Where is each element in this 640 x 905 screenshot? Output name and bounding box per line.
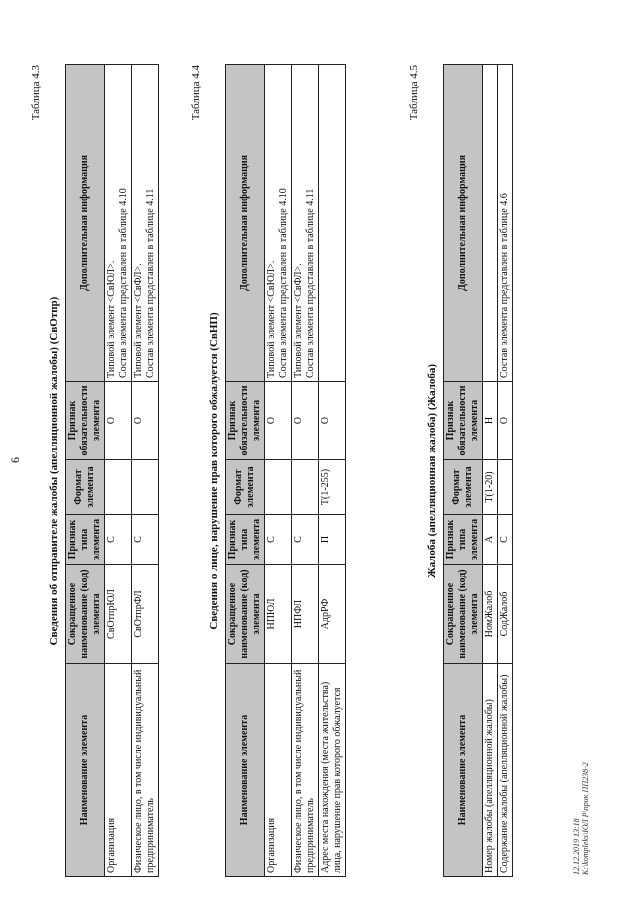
cell-format: T(1-20) <box>483 460 498 515</box>
table-row <box>483 65 498 877</box>
table-row <box>292 65 319 877</box>
table-row <box>105 65 132 877</box>
table-caption: Сведения о лице, нарушение прав которого обжалуется (СвНП) <box>208 312 220 630</box>
info-line: Типовой элемент <СвФЛ>. <box>293 263 304 378</box>
cell-code: СодЖалоб <box>498 565 513 664</box>
footer-path: K:\kompleks\ЮЛ Р\прик ПП238-2 <box>581 762 590 875</box>
cell-name: Адрес места нахождения (места жительства) лица, нарушение прав которого обжалуется <box>319 664 346 877</box>
column-header: Признак обязательности элемента <box>226 382 265 460</box>
cell-format <box>105 460 132 515</box>
cell-req: О <box>498 382 513 460</box>
cell-name: Содержание жалобы (апелляционной жалобы) <box>498 664 513 877</box>
column-header: Сокращенное наименование (код) элемента <box>226 565 265 664</box>
cell-type: П <box>319 515 346 565</box>
info-line: Типовой элемент <СвЮЛ>. <box>106 260 117 378</box>
column-header: Наименование элемента <box>66 664 105 877</box>
cell-type: С <box>105 515 132 565</box>
column-header: Признак обязательности элемента <box>66 382 105 460</box>
table-row <box>265 65 292 877</box>
cell-code: АдрРФ <box>319 565 346 664</box>
cell-type: С <box>498 515 513 565</box>
data-table <box>65 64 159 877</box>
cell-format: T(1-255) <box>319 460 346 515</box>
cell-format <box>292 460 319 515</box>
column-header: Формат элемента <box>226 460 265 515</box>
column-header: Сокращенное наименование (код) элемента <box>66 565 105 664</box>
cell-code: НомЖалоб <box>483 565 498 664</box>
info-line: Состав элемента представлен в таблице 4.10 <box>278 188 289 378</box>
column-header: Признак обязательности элемента <box>444 382 483 460</box>
table-header-row <box>444 65 483 877</box>
cell-info <box>265 65 292 382</box>
cell-code: НПЮЛ <box>265 565 292 664</box>
cell-req: Н <box>483 382 498 460</box>
column-header: Признак типа элемента <box>444 515 483 565</box>
data-table <box>443 64 513 877</box>
file-footer <box>572 762 590 875</box>
cell-type: С <box>292 515 319 565</box>
cell-req: О <box>105 382 132 460</box>
cell-info <box>132 65 159 382</box>
cell-name: Организация <box>265 664 292 877</box>
info-line: Типовой элемент <СвФЛ>. <box>133 263 144 378</box>
cell-code: СвОтпрФЛ <box>132 565 159 664</box>
footer-timestamp: 12.12.2019 13:18 <box>572 818 581 875</box>
cell-req: О <box>319 382 346 460</box>
table-row <box>319 65 346 877</box>
cell-info <box>105 65 132 382</box>
cell-type: А <box>483 515 498 565</box>
table-row <box>498 65 513 877</box>
column-header: Формат элемента <box>444 460 483 515</box>
table-row <box>132 65 159 877</box>
cell-format <box>132 460 159 515</box>
info-line: Состав элемента представлен в таблице 4.6 <box>499 193 510 378</box>
table-label: Таблица 4.4 <box>190 65 202 121</box>
cell-name: Физическое лицо, в том числе индивидуальный предприниматель <box>132 664 159 877</box>
column-header: Дополнительная информация <box>66 65 105 382</box>
cell-info <box>483 65 498 382</box>
cell-code: НПФЛ <box>292 565 319 664</box>
info-line: Состав элемента представлен в таблице 4.10 <box>118 188 129 378</box>
table-label: Таблица 4.3 <box>30 65 42 121</box>
cell-info <box>292 65 319 382</box>
table-header-row <box>226 65 265 877</box>
page-number: 6 <box>8 457 22 463</box>
column-header: Признак типа элемента <box>66 515 105 565</box>
cell-name: Физическое лицо, в том числе индивидуальный предприниматель <box>292 664 319 877</box>
cell-info <box>498 65 513 382</box>
cell-name: Номер жалобы (апелляционной жалобы) <box>483 664 498 877</box>
column-header: Формат элемента <box>66 460 105 515</box>
column-header: Наименование элемента <box>444 664 483 877</box>
table-header-row <box>66 65 105 877</box>
table-caption: Сведения об отправителе жалобы (апелляционной жалобы) (СвОтпр) <box>48 296 60 646</box>
column-header: Дополнительная информация <box>226 65 265 382</box>
cell-req: О <box>265 382 292 460</box>
column-header: Сокращенное наименование (код) элемента <box>444 565 483 664</box>
cell-code: СвОтпрЮЛ <box>105 565 132 664</box>
column-header: Признак типа элемента <box>226 515 265 565</box>
info-line: Типовой элемент <СвЮЛ>. <box>266 260 277 378</box>
cell-req: О <box>292 382 319 460</box>
info-line: Состав элемента представлен в таблице 4.11 <box>305 188 316 378</box>
data-table <box>225 64 346 877</box>
table-label: Таблица 4.5 <box>408 65 420 121</box>
cell-format <box>498 460 513 515</box>
cell-type: С <box>132 515 159 565</box>
cell-format <box>265 460 292 515</box>
column-header: Наименование элемента <box>226 664 265 877</box>
cell-name: Организация <box>105 664 132 877</box>
table-caption: Жалоба (апелляционная жалоба) (Жалоба) <box>426 363 438 579</box>
column-header: Дополнительная информация <box>444 65 483 382</box>
cell-info <box>319 65 346 382</box>
info-line: Состав элемента представлен в таблице 4.11 <box>145 188 156 378</box>
cell-type: С <box>265 515 292 565</box>
cell-req: О <box>132 382 159 460</box>
